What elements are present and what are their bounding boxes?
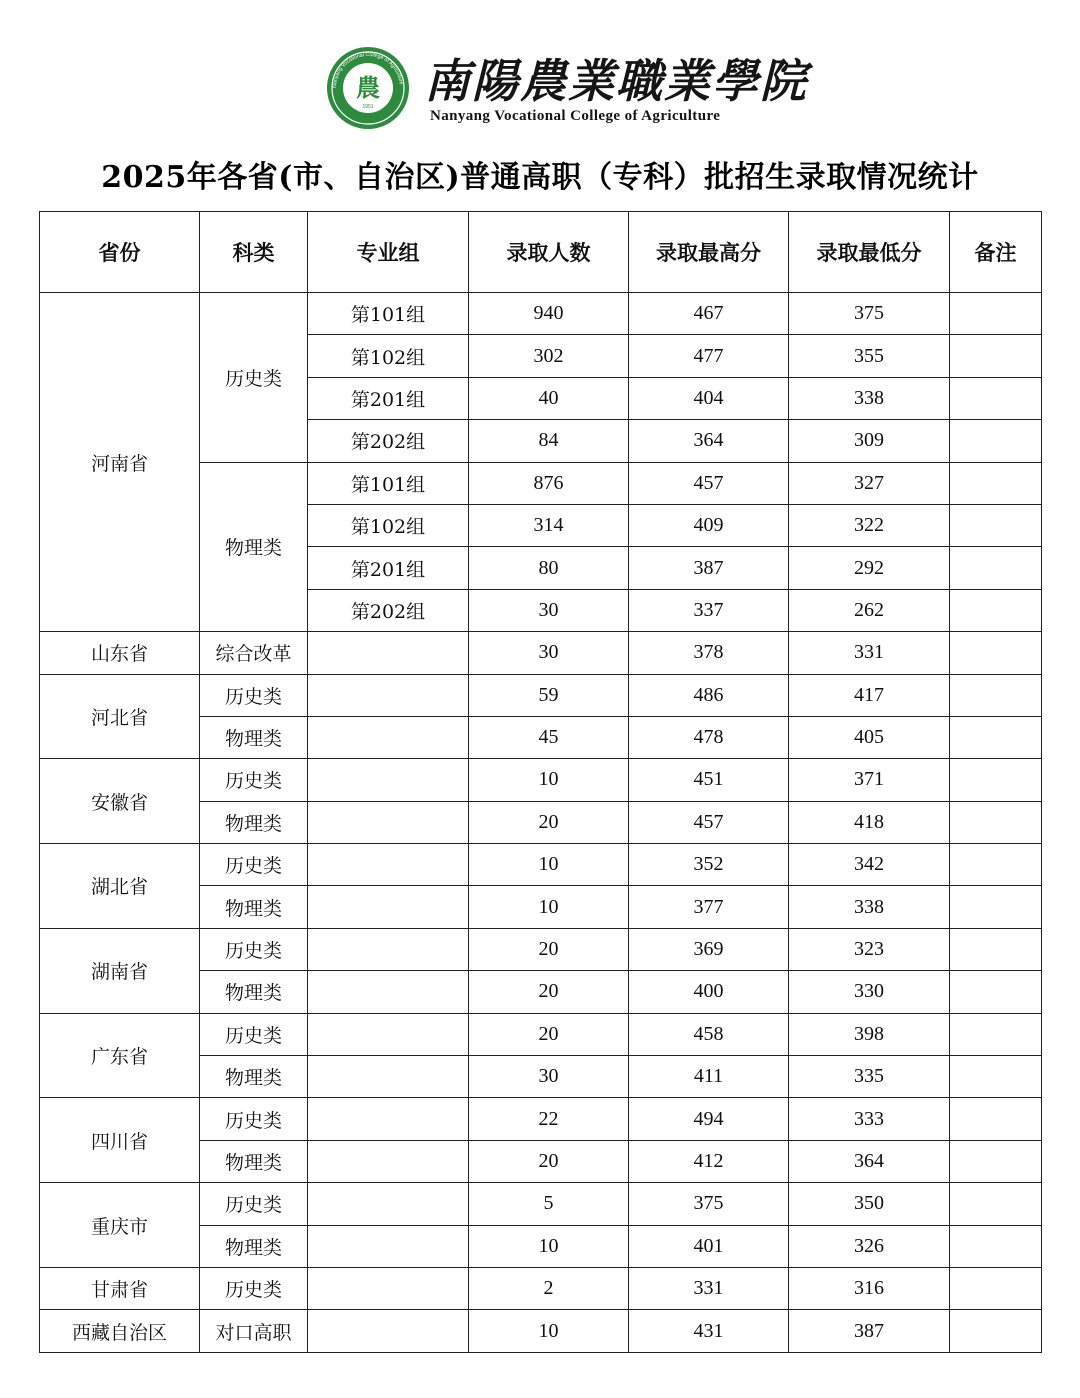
max-score-cell: 467 bbox=[629, 293, 789, 335]
table-row bbox=[40, 844, 1042, 886]
major-group-cell bbox=[308, 844, 469, 886]
admitted-count-cell: 30 bbox=[469, 589, 629, 631]
min-score-cell: 338 bbox=[789, 377, 950, 419]
province-cell: 河北省 bbox=[40, 674, 200, 759]
major-group-cell bbox=[308, 716, 469, 758]
admitted-count-cell: 20 bbox=[469, 1140, 629, 1182]
min-score-cell: 327 bbox=[789, 462, 950, 504]
school-logo-icon bbox=[326, 46, 410, 130]
table-row bbox=[40, 293, 1042, 335]
category-cell: 历史类 bbox=[200, 1098, 308, 1140]
admitted-count-cell: 59 bbox=[469, 674, 629, 716]
max-score-cell: 451 bbox=[629, 759, 789, 801]
admitted-count-cell: 10 bbox=[469, 886, 629, 928]
max-score-cell: 486 bbox=[629, 674, 789, 716]
logo-center-glyph: 農 bbox=[356, 73, 380, 102]
major-group-cell bbox=[308, 1140, 469, 1182]
min-score-cell: 323 bbox=[789, 928, 950, 970]
category-cell: 历史类 bbox=[200, 1013, 308, 1055]
category-cell: 物理类 bbox=[200, 716, 308, 758]
table-row bbox=[40, 928, 1042, 970]
max-score-cell: 457 bbox=[629, 801, 789, 843]
max-score-cell: 400 bbox=[629, 971, 789, 1013]
major-group-cell bbox=[308, 1056, 469, 1098]
province-cell: 山东省 bbox=[40, 632, 200, 674]
admitted-count-cell: 314 bbox=[469, 504, 629, 546]
min-score-cell: 335 bbox=[789, 1056, 950, 1098]
header-province: 省份 bbox=[40, 212, 200, 293]
admitted-count-cell: 5 bbox=[469, 1183, 629, 1225]
category-cell: 物理类 bbox=[200, 462, 308, 632]
notes-cell bbox=[950, 886, 1042, 928]
major-group-cell: 第102组 bbox=[308, 335, 469, 377]
max-score-cell: 387 bbox=[629, 547, 789, 589]
province-cell: 湖北省 bbox=[40, 844, 200, 929]
notes-cell bbox=[950, 1310, 1042, 1352]
category-cell: 历史类 bbox=[200, 293, 308, 463]
admitted-count-cell: 20 bbox=[469, 971, 629, 1013]
admitted-count-cell: 302 bbox=[469, 335, 629, 377]
admitted-count-cell: 84 bbox=[469, 420, 629, 462]
max-score-cell: 377 bbox=[629, 886, 789, 928]
notes-cell bbox=[950, 1225, 1042, 1267]
admitted-count-cell: 20 bbox=[469, 801, 629, 843]
min-score-cell: 326 bbox=[789, 1225, 950, 1267]
major-group-cell: 第201组 bbox=[308, 547, 469, 589]
table-row bbox=[40, 674, 1042, 716]
notes-cell bbox=[950, 293, 1042, 335]
notes-cell bbox=[950, 759, 1042, 801]
max-score-cell: 478 bbox=[629, 716, 789, 758]
max-score-cell: 494 bbox=[629, 1098, 789, 1140]
major-group-cell: 第202组 bbox=[308, 420, 469, 462]
major-group-cell bbox=[308, 759, 469, 801]
table-row bbox=[40, 632, 1042, 674]
header-category: 科类 bbox=[200, 212, 308, 293]
min-score-cell: 375 bbox=[789, 293, 950, 335]
admitted-count-cell: 30 bbox=[469, 1056, 629, 1098]
notes-cell bbox=[950, 674, 1042, 716]
header-min-score: 录取最低分 bbox=[789, 212, 950, 293]
notes-cell bbox=[950, 589, 1042, 631]
min-score-cell: 417 bbox=[789, 674, 950, 716]
admitted-count-cell: 876 bbox=[469, 462, 629, 504]
notes-cell bbox=[950, 1013, 1042, 1055]
category-cell: 物理类 bbox=[200, 1225, 308, 1267]
table-row bbox=[40, 1098, 1042, 1140]
min-score-cell: 338 bbox=[789, 886, 950, 928]
min-score-cell: 418 bbox=[789, 801, 950, 843]
category-cell: 历史类 bbox=[200, 1267, 308, 1309]
header-max-score: 录取最高分 bbox=[629, 212, 789, 293]
school-name-chinese: 南陽農業職業學院 bbox=[424, 54, 808, 108]
admitted-count-cell: 10 bbox=[469, 844, 629, 886]
notes-cell bbox=[950, 1056, 1042, 1098]
table-row bbox=[40, 1267, 1042, 1309]
major-group-cell bbox=[308, 1225, 469, 1267]
max-score-cell: 331 bbox=[629, 1267, 789, 1309]
province-cell: 湖南省 bbox=[40, 928, 200, 1013]
table-row bbox=[40, 1183, 1042, 1225]
min-score-cell: 355 bbox=[789, 335, 950, 377]
max-score-cell: 412 bbox=[629, 1140, 789, 1182]
major-group-cell bbox=[308, 632, 469, 674]
major-group-cell bbox=[308, 1310, 469, 1352]
major-group-cell bbox=[308, 801, 469, 843]
admitted-count-cell: 45 bbox=[469, 716, 629, 758]
category-cell: 综合改革 bbox=[200, 632, 308, 674]
min-score-cell: 342 bbox=[789, 844, 950, 886]
notes-cell bbox=[950, 1183, 1042, 1225]
admitted-count-cell: 40 bbox=[469, 377, 629, 419]
min-score-cell: 364 bbox=[789, 1140, 950, 1182]
max-score-cell: 411 bbox=[629, 1056, 789, 1098]
category-cell: 物理类 bbox=[200, 971, 308, 1013]
admitted-count-cell: 22 bbox=[469, 1098, 629, 1140]
admitted-count-cell: 10 bbox=[469, 759, 629, 801]
admission-table bbox=[39, 211, 1042, 1353]
notes-cell bbox=[950, 1267, 1042, 1309]
notes-cell bbox=[950, 420, 1042, 462]
max-score-cell: 337 bbox=[629, 589, 789, 631]
notes-cell bbox=[950, 462, 1042, 504]
major-group-cell bbox=[308, 886, 469, 928]
table-row bbox=[40, 1013, 1042, 1055]
notes-cell bbox=[950, 1098, 1042, 1140]
notes-cell bbox=[950, 844, 1042, 886]
category-cell: 物理类 bbox=[200, 1140, 308, 1182]
province-cell: 广东省 bbox=[40, 1013, 200, 1098]
admitted-count-cell: 20 bbox=[469, 928, 629, 970]
max-score-cell: 409 bbox=[629, 504, 789, 546]
notes-cell bbox=[950, 801, 1042, 843]
major-group-cell bbox=[308, 1098, 469, 1140]
notes-cell bbox=[950, 1140, 1042, 1182]
min-score-cell: 316 bbox=[789, 1267, 950, 1309]
category-cell: 物理类 bbox=[200, 801, 308, 843]
header-major-group: 专业组 bbox=[308, 212, 469, 293]
max-score-cell: 375 bbox=[629, 1183, 789, 1225]
admitted-count-cell: 940 bbox=[469, 293, 629, 335]
major-group-cell bbox=[308, 1183, 469, 1225]
min-score-cell: 333 bbox=[789, 1098, 950, 1140]
major-group-cell bbox=[308, 674, 469, 716]
max-score-cell: 401 bbox=[629, 1225, 789, 1267]
max-score-cell: 352 bbox=[629, 844, 789, 886]
notes-cell bbox=[950, 632, 1042, 674]
logo-year: 1951 bbox=[362, 104, 374, 110]
min-score-cell: 398 bbox=[789, 1013, 950, 1055]
category-cell: 历史类 bbox=[200, 844, 308, 886]
notes-cell bbox=[950, 971, 1042, 1013]
min-score-cell: 309 bbox=[789, 420, 950, 462]
category-cell: 历史类 bbox=[200, 674, 308, 716]
category-cell: 物理类 bbox=[200, 886, 308, 928]
min-score-cell: 331 bbox=[789, 632, 950, 674]
header-notes: 备注 bbox=[950, 212, 1042, 293]
min-score-cell: 292 bbox=[789, 547, 950, 589]
province-cell: 四川省 bbox=[40, 1098, 200, 1183]
province-cell: 安徽省 bbox=[40, 759, 200, 844]
min-score-cell: 371 bbox=[789, 759, 950, 801]
major-group-cell: 第202组 bbox=[308, 589, 469, 631]
table-header-row bbox=[40, 212, 1042, 293]
notes-cell bbox=[950, 716, 1042, 758]
admitted-count-cell: 10 bbox=[469, 1310, 629, 1352]
table-row bbox=[40, 1310, 1042, 1352]
max-score-cell: 477 bbox=[629, 335, 789, 377]
province-cell: 西藏自治区 bbox=[40, 1310, 200, 1352]
major-group-cell: 第101组 bbox=[308, 462, 469, 504]
notes-cell bbox=[950, 547, 1042, 589]
admitted-count-cell: 30 bbox=[469, 632, 629, 674]
notes-cell bbox=[950, 504, 1042, 546]
category-cell: 对口高职 bbox=[200, 1310, 308, 1352]
notes-cell bbox=[950, 377, 1042, 419]
max-score-cell: 369 bbox=[629, 928, 789, 970]
table-body bbox=[40, 293, 1042, 1353]
category-cell: 历史类 bbox=[200, 928, 308, 970]
max-score-cell: 364 bbox=[629, 420, 789, 462]
category-cell: 物理类 bbox=[200, 1056, 308, 1098]
major-group-cell: 第201组 bbox=[308, 377, 469, 419]
category-cell: 历史类 bbox=[200, 1183, 308, 1225]
min-score-cell: 350 bbox=[789, 1183, 950, 1225]
admitted-count-cell: 80 bbox=[469, 547, 629, 589]
school-name-english: Nanyang Vocational College of Agriculture bbox=[430, 108, 721, 124]
max-score-cell: 457 bbox=[629, 462, 789, 504]
province-cell: 甘肃省 bbox=[40, 1267, 200, 1309]
province-cell: 重庆市 bbox=[40, 1183, 200, 1268]
notes-cell bbox=[950, 928, 1042, 970]
school-header bbox=[0, 40, 1080, 140]
major-group-cell bbox=[308, 1267, 469, 1309]
table-row bbox=[40, 759, 1042, 801]
major-group-cell: 第102组 bbox=[308, 504, 469, 546]
min-score-cell: 262 bbox=[789, 589, 950, 631]
notes-cell bbox=[950, 335, 1042, 377]
max-score-cell: 458 bbox=[629, 1013, 789, 1055]
header-admitted-count: 录取人数 bbox=[469, 212, 629, 293]
admitted-count-cell: 10 bbox=[469, 1225, 629, 1267]
province-cell: 河南省 bbox=[40, 293, 200, 632]
major-group-cell bbox=[308, 1013, 469, 1055]
major-group-cell bbox=[308, 971, 469, 1013]
category-cell: 历史类 bbox=[200, 759, 308, 801]
max-score-cell: 431 bbox=[629, 1310, 789, 1352]
admitted-count-cell: 20 bbox=[469, 1013, 629, 1055]
max-score-cell: 404 bbox=[629, 377, 789, 419]
major-group-cell: 第101组 bbox=[308, 293, 469, 335]
major-group-cell bbox=[308, 928, 469, 970]
min-score-cell: 405 bbox=[789, 716, 950, 758]
logo-ring-text: Nanyang Vocational College of Agriculture bbox=[331, 51, 404, 89]
page-title: 2025年各省(市、自治区)普通高职（专科）批招生录取情况统计 bbox=[101, 160, 979, 195]
admitted-count-cell: 2 bbox=[469, 1267, 629, 1309]
min-score-cell: 387 bbox=[789, 1310, 950, 1352]
min-score-cell: 322 bbox=[789, 504, 950, 546]
max-score-cell: 378 bbox=[629, 632, 789, 674]
min-score-cell: 330 bbox=[789, 971, 950, 1013]
